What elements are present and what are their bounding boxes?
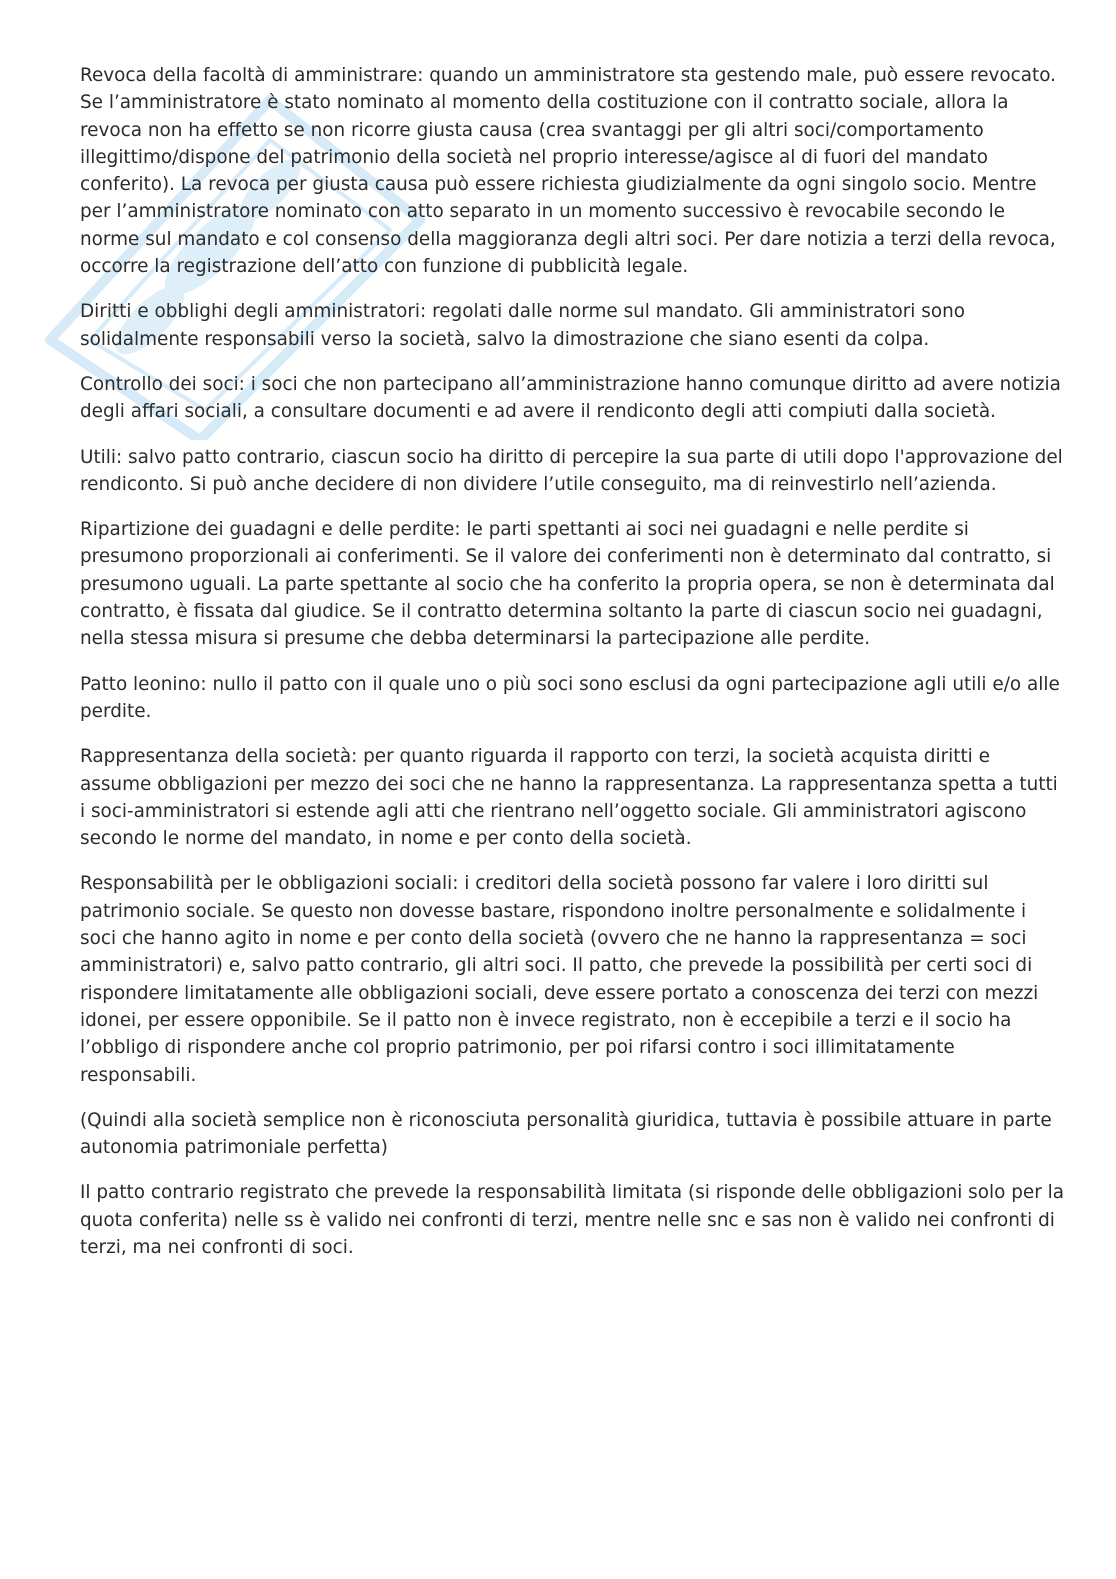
paragraph-societa-semplice: (Quindi alla società semplice non è riconosciuta personalità giuridica, tuttavia è possibile attuare in parte autonomia patrimoniale perfetta) bbox=[80, 1109, 1052, 1159]
paragraph-controllo-soci: Controllo dei soci: i soci che non partecipano all’amministrazione hanno comunque diritto ad avere notizia degli affari sociali, a consultare documenti e ad avere il rendiconto degli atti compiuti dalla società. bbox=[80, 373, 1061, 423]
paragraph-diritti-obblighi: Diritti e obblighi degli amministratori: regolati dalle norme sul mandato. Gli amministratori sono solidalmente responsabili verso la società, salvo la dimostrazione che siano esenti da colpa. bbox=[80, 301, 966, 350]
paragraph-revoca: Revoca della facoltà di amministrare: quando un amministratore sta gestendo male, può essere revocato. Se l’amministratore è stato nominato al momento della costituzione con il contratto sociale, allora la revoca non ha effetto se non ricorre giusta causa (crea svantaggi per gli altri soci/comportamento illegittimo/dispone del patrimonio della società nel proprio interesse/agisce al di fuori del mandato conferito). La revoca per giusta causa può essere richiesta giudizialmente da ogni singolo socio. Mentre per l’amministratore nominato con atto separato in un momento successivo è revocabile secondo le norme sul mandato e col consenso della maggioranza degli altri soci. Per dare notizia a terzi della revoca, occorre la registrazione dell’atto con funzione di pubblicità legale. bbox=[80, 65, 1057, 278]
paragraph-utili: Utili: salvo patto contrario, ciascun socio ha diritto di percepire la sua parte di utili dopo l'approvazione del rendiconto. Si può anche decidere di non dividere l’utile conseguito, ma di reinvestirlo nell’azienda. bbox=[80, 446, 1063, 495]
paragraph-rappresentanza: Rappresentanza della società: per quanto riguarda il rapporto con terzi, la società acquista diritti e assume obbligazioni per mezzo dei soci che ne hanno la rappresentanza. La rappresentanza spetta a tutti i soci-amministratori si estende agli atti che rientrano nell’oggetto sociale. Gli amministratori agiscono secondo le norme del mandato, in nome e per conto della società. bbox=[80, 746, 1058, 850]
paragraph-ripartizione: Ripartizione dei guadagni e delle perdite: le parti spettanti ai soci nei guadagni e nelle perdite si presumono proporzionali ai conferimenti. Se il valore dei conferimenti non è determinato dal contratto, si presumono uguali. La parte spettante al socio che ha conferito la propria opera, se non è determinata dal contratto, è fissata dal giudice. Se il contratto determina soltanto la parte di ciascun socio nei guadagni, nella stessa misura si presume che debba determinarsi la partecipazione alle perdite. bbox=[80, 519, 1055, 650]
document-body bbox=[80, 62, 1065, 1279]
paragraph-responsabilita: Responsabilità per le obbligazioni sociali: i creditori della società possono far valere i loro diritti sul patrimonio sociale. Se questo non dovesse bastare, rispondono inoltre personalmente e solidalmente i soci che hanno agito in nome e per conto della società (ovvero che ne hanno la rappresentanza = soci amministratori) e, salvo patto contrario, gli altri soci. Il patto, che prevede la possibilità per certi soci di rispondere limitatamente alle obbligazioni sociali, deve essere portato a conoscenza dei terzi con mezzi idonei, per essere opponibile. Se il patto non è invece registrato, non è eccepibile a terzi e il socio ha l’obbligo di rispondere anche col proprio patrimonio, per poi rifarsi contro i soci illimitatamente responsabili. bbox=[80, 873, 1039, 1086]
paragraph-patto-contrario: Il patto contrario registrato che prevede la responsabilità limitata (si risponde delle obbligazioni solo per la quota conferita) nelle ss è valido nei confronti di terzi, mentre nelle snc e sas non è valido nei confronti di terzi, ma nei confronti di soci. bbox=[80, 1182, 1064, 1258]
paragraph-patto-leonino: Patto leonino: nullo il patto con il quale uno o più soci sono esclusi da ogni partecipazione agli utili e/o alle perdite. bbox=[80, 673, 1060, 722]
